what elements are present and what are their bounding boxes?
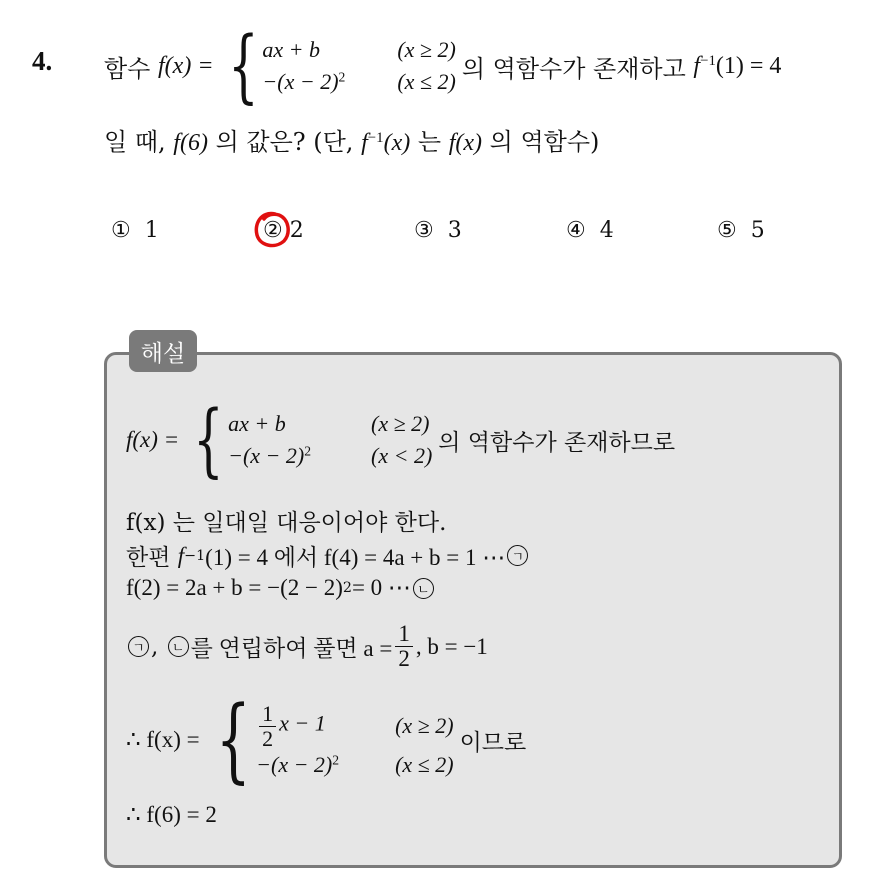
- inverse-condition: $f^{-1}(1) = 4$: [693, 52, 782, 79]
- solution-line-6: ∴ f(x) = { $\frac{1}{2}$ x − 1 (x ≥ 2) $-(x - 2)^2$ (x ≤ 2) 이므로: [126, 686, 527, 793]
- circled-g-marker: ㄱ: [507, 545, 528, 566]
- choice-2[interactable]: ② 2: [263, 218, 304, 243]
- line2-text-c: 는: [417, 128, 442, 156]
- line2-text-b: 의 값은? (단,: [215, 128, 354, 156]
- answer-circle-mark: [253, 210, 291, 250]
- sol-fx: f(x) =: [126, 427, 180, 452]
- sol-final-brace: {: [215, 686, 251, 793]
- choice-5[interactable]: ⑤ 5: [717, 218, 765, 243]
- question-intro: 함수: [104, 54, 151, 83]
- sol-final-case2-expr: $-(x - 2)^2$: [256, 751, 340, 777]
- sol-case1-cond: (x ≥ 2): [371, 411, 430, 436]
- case2-condition: (x ≤ 2): [397, 69, 456, 94]
- sol-line1-tail: 의 역함수가 존재하므로: [438, 429, 676, 456]
- sol-left-brace: {: [193, 393, 224, 486]
- line2-text-a: 일 때,: [104, 128, 166, 156]
- circled-n-marker: ㄴ: [413, 578, 434, 599]
- case1-expression: ax + b: [262, 37, 321, 62]
- solution-line-5: ㄱ , ㄴ 를 연립하여 풀면 a = $\frac{1}{2}$ , b = −1: [126, 622, 488, 671]
- question-mid-text: 의 역함수가 존재하고: [461, 54, 686, 83]
- left-brace: {: [227, 19, 259, 112]
- line2-inverse: $f^{-1}(x)$: [361, 129, 411, 156]
- question-line-1: [104, 19, 782, 112]
- circled-n-ref: ㄴ: [168, 636, 189, 657]
- case1-condition: (x ≥ 2): [397, 37, 456, 62]
- sol-final-case2-cond: (x ≤ 2): [395, 751, 454, 777]
- line2-fx: f(x): [448, 130, 482, 156]
- solution-line-1: [126, 393, 676, 486]
- sol-final-piecewise: [206, 686, 454, 793]
- sol-piecewise: [185, 393, 433, 486]
- sol-line6-tail: 이므로: [459, 729, 527, 756]
- solution-line-4: f(2) = 2a + b = −(2 − 2) 2 = 0 ⋯ ㄴ: [126, 575, 436, 601]
- solution-line-3: 한편 f −1 (1) = 4 에서 f(4) = 4a + b = 1 ⋯ ㄱ: [126, 539, 530, 572]
- sol-case2-expr: $-(x - 2)^2$: [228, 443, 312, 468]
- function-label: f(x) =: [158, 52, 214, 79]
- solution-line-7: ∴ f(6) = 2: [126, 802, 217, 827]
- sol-final-case1-cond: (x ≥ 2): [395, 713, 454, 738]
- case2-expression: $-(x - 2)^2$: [262, 69, 346, 94]
- choice-1[interactable]: ① 1: [111, 218, 159, 243]
- solution-line-2: f(x) 는 일대일 대응이어야 한다.: [126, 510, 447, 536]
- choice-3[interactable]: ③ 3: [414, 218, 462, 243]
- sol-case2-cond: (x < 2): [371, 443, 433, 468]
- circled-g-ref: ㄱ: [128, 636, 149, 657]
- line2-f6: f(6): [173, 130, 208, 156]
- choice-4[interactable]: ④ 4: [566, 218, 614, 243]
- sol-case1-expr: ax + b: [228, 411, 286, 436]
- fraction-one-half: $\frac{1}{2}$: [395, 622, 413, 671]
- question-number: 4.: [32, 46, 53, 76]
- piecewise-definition: [220, 19, 456, 112]
- line2-text-d: 의 역함수): [489, 128, 600, 156]
- sol-final-case1-expr: $\frac{1}{2}$ x − 1: [256, 702, 339, 749]
- question-line-2: [104, 122, 599, 157]
- solution-tag: 해설: [129, 330, 197, 372]
